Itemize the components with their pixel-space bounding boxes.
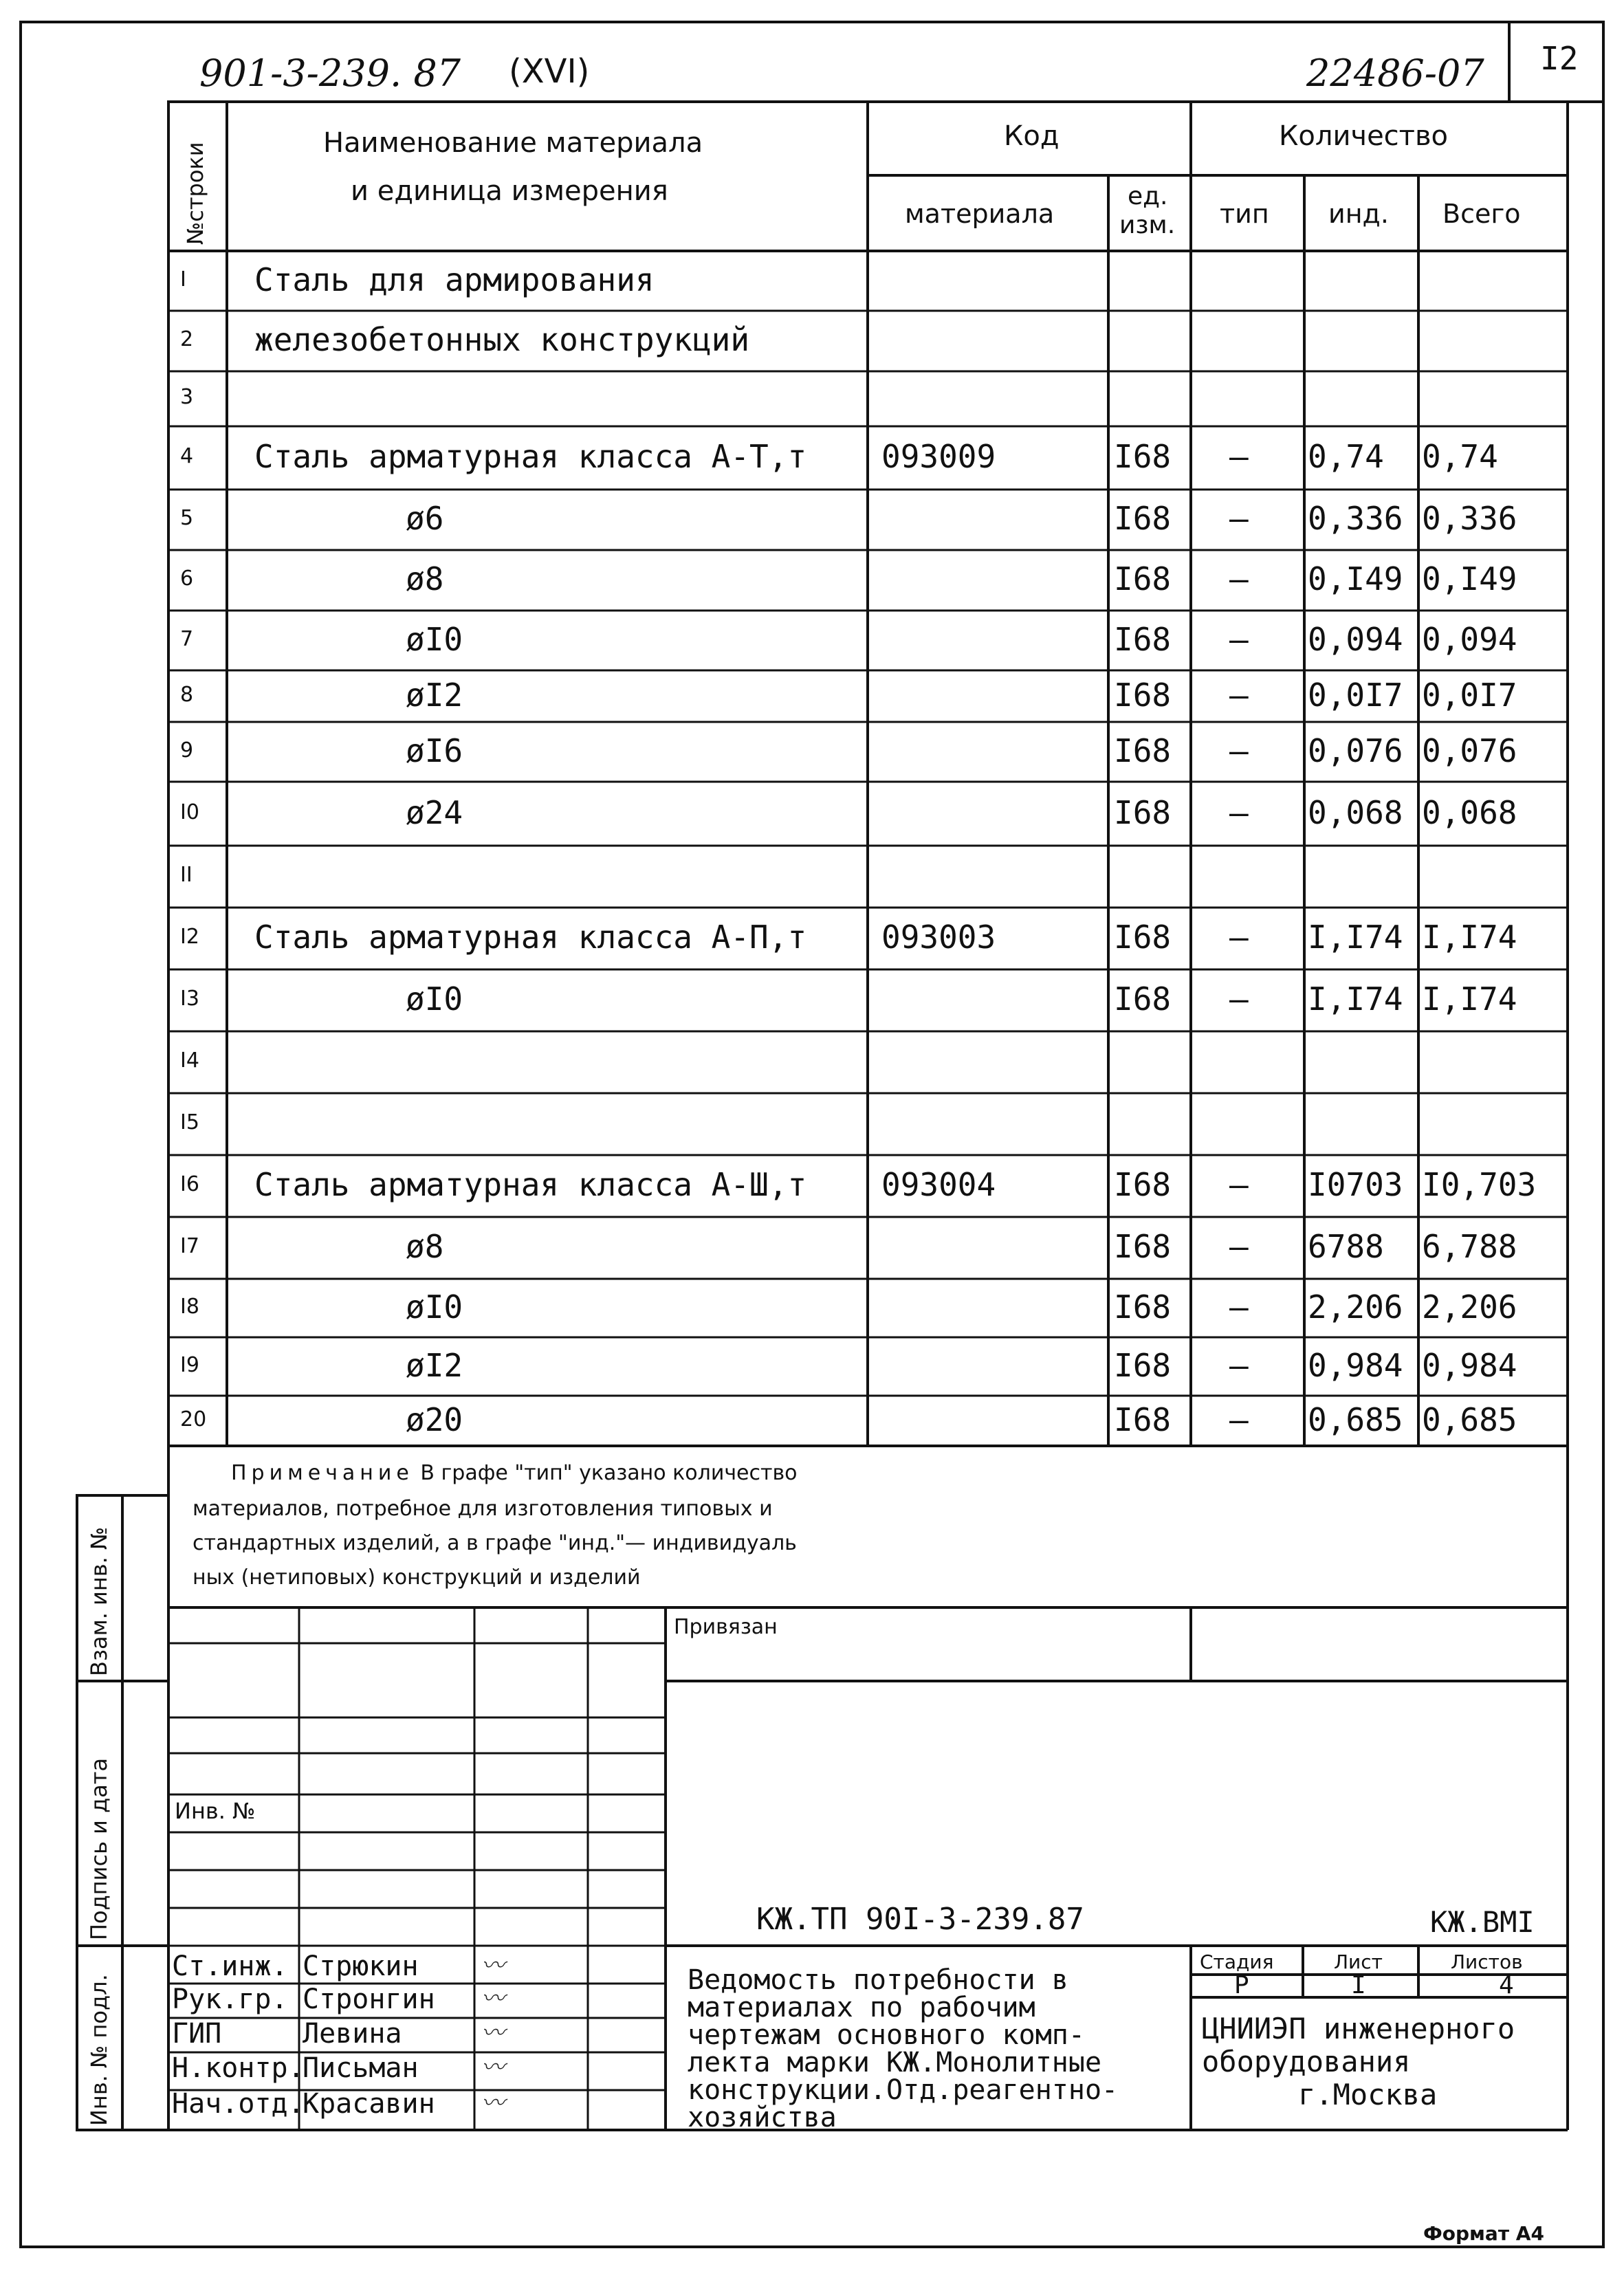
row-number: 5 (180, 506, 194, 530)
type-qty: – (1229, 1401, 1249, 1438)
signer-role: ГИП (172, 2018, 222, 2050)
row-number: 4 (180, 444, 194, 468)
unit-code: I68 (1114, 560, 1172, 597)
total-qty: 0,336 (1422, 500, 1517, 537)
signer-role: Нач.отд. (172, 2088, 305, 2120)
row-number: 20 (180, 1407, 207, 1431)
row-number: I5 (180, 1110, 199, 1134)
document-number: 901-3-239. 87 (199, 52, 461, 95)
signer-name: Письман (303, 2052, 419, 2084)
note-line-2: материалов, потребное для изготовления типовых и (193, 1497, 773, 1521)
total-qty: 0,685 (1422, 1401, 1517, 1438)
total-qty: 0,094 (1422, 620, 1517, 658)
header-unit-line1: ед. (1128, 182, 1168, 210)
row-number: 8 (180, 682, 194, 707)
material-name: ø24 (406, 793, 463, 831)
ind-qty: 0,I49 (1308, 560, 1403, 597)
ind-qty: 0,685 (1308, 1401, 1403, 1438)
header-unit-line2: изм. (1119, 211, 1176, 239)
side-label-sign-date: Подпись и дата (86, 1757, 112, 1940)
unit-code: I68 (1114, 1166, 1172, 1203)
ind-qty: 0,094 (1308, 620, 1403, 658)
total-qty: I,I74 (1422, 980, 1517, 1018)
note-text: В графе "тип" указано количество (413, 1461, 798, 1485)
header-row-number: №строки (182, 142, 208, 245)
type-qty: – (1229, 438, 1249, 475)
header-type: тип (1220, 199, 1269, 229)
sheets-value: 4 (1499, 1971, 1514, 1999)
signer-name: Стрюкин (303, 1951, 419, 1982)
unit-code: I68 (1114, 980, 1172, 1018)
unit-code: I68 (1114, 732, 1172, 769)
material-name: øI0 (406, 620, 463, 658)
signature-mark: 〰 (481, 2019, 505, 2047)
row-number: 9 (180, 738, 194, 762)
material-name: øI6 (406, 732, 463, 769)
material-name: Сталь арматурная класса А-П,т (254, 919, 807, 956)
signer-role: Н.контр. (172, 2052, 305, 2084)
row-number: I3 (180, 987, 199, 1011)
signature-mark: 〰 (481, 1952, 505, 1979)
header-ind: инд. (1328, 199, 1389, 229)
signature-mark: 〰 (481, 2089, 505, 2117)
note-line-3: стандартных изделий, а в графе "инд."— индивидуаль (193, 1531, 797, 1555)
material-name: øI0 (406, 1288, 463, 1326)
type-qty: – (1229, 1166, 1249, 1203)
title-line: хозяйства (688, 2102, 837, 2133)
material-name: øI2 (406, 1346, 463, 1384)
signer-name: Левина (303, 2018, 402, 2050)
signer-role: Рук.гр. (172, 1984, 288, 2015)
note-label: Примечание (231, 1461, 414, 1485)
unit-code: I68 (1114, 676, 1172, 714)
type-qty: – (1229, 560, 1249, 597)
note-line-1 (231, 1463, 798, 1484)
side-label-inv-orig: Инв. № подл. (86, 1974, 112, 2126)
title-line: чертежам основного комп- (688, 2019, 1085, 2051)
signer-role: Ст.инж. (172, 1951, 288, 1982)
row-number: I0 (180, 800, 199, 824)
material-name: Сталь для армирования (254, 261, 655, 298)
stage-value: Р (1234, 1971, 1249, 1999)
material-name: øI2 (406, 676, 463, 714)
signature-mark: 〰 (481, 2054, 505, 2081)
sheet-corner-number: I2 (1540, 40, 1579, 77)
type-qty: – (1229, 793, 1249, 831)
inv-no-label: Инв. № (175, 1798, 256, 1824)
material-code: 093009 (881, 438, 996, 475)
ind-qty: I,I74 (1308, 919, 1403, 956)
unit-code: I68 (1114, 1228, 1172, 1265)
material-name: ø8 (406, 560, 444, 597)
material-code: 093004 (881, 1166, 996, 1203)
sheet-label: Лист (1334, 1951, 1383, 1973)
org-line-1: ЦНИИЭП инженерного (1202, 2012, 1515, 2045)
row-number: II (180, 863, 193, 887)
note-line-4: ных (нетиповых) конструкций и изделий (193, 1566, 641, 1590)
ind-qty: 2,206 (1308, 1288, 1403, 1326)
drawing-mark: КЖ.ВМI (1430, 1905, 1535, 1939)
row-number: I4 (180, 1048, 199, 1073)
header-name-line2: и единица измерения (351, 175, 668, 207)
unit-code: I68 (1114, 919, 1172, 956)
signer-name: Красавин (303, 2088, 435, 2120)
type-qty: – (1229, 732, 1249, 769)
total-qty: 6,788 (1422, 1228, 1517, 1265)
stage-label: Стадия (1200, 1951, 1274, 1973)
total-qty: 0,I49 (1422, 560, 1517, 597)
header-quantity: Количество (1279, 120, 1449, 152)
row-number: 6 (180, 567, 194, 591)
header-code: Код (1004, 120, 1060, 152)
total-qty: 0,076 (1422, 732, 1517, 769)
unit-code: I68 (1114, 793, 1172, 831)
material-name: железобетонных конструкций (254, 321, 750, 358)
title-line: Ведомость потребности в (688, 1964, 1068, 1996)
row-number: I6 (180, 1172, 199, 1196)
material-code: 093003 (881, 919, 996, 956)
signer-name: Стронгин (303, 1984, 435, 2015)
type-qty: – (1229, 1346, 1249, 1384)
material-name: øI0 (406, 980, 463, 1018)
row-number: I2 (180, 925, 199, 949)
row-number: I9 (180, 1352, 199, 1377)
type-qty: – (1229, 676, 1249, 714)
type-qty: – (1229, 1288, 1249, 1326)
title-line: материалах по рабочим (688, 1992, 1035, 2023)
material-name: ø8 (406, 1228, 444, 1265)
header-total: Всего (1442, 199, 1521, 229)
ind-qty: 0,984 (1308, 1346, 1403, 1384)
inventory-number: 22486-07 (1306, 52, 1484, 95)
material-name: Сталь арматурная класса А-Т,т (254, 438, 807, 475)
org-line-3: г.Москва (1298, 2078, 1438, 2111)
format-label: Формат А4 (1423, 2222, 1544, 2245)
ind-qty: 0,0I7 (1308, 676, 1403, 714)
row-number: 2 (180, 327, 194, 351)
type-qty: – (1229, 919, 1249, 956)
title-line: конструкции.Отд.реагентно- (688, 2074, 1119, 2106)
total-qty: 0,068 (1422, 793, 1517, 831)
ind-qty: 0,74 (1308, 438, 1384, 475)
type-qty: – (1229, 500, 1249, 537)
sheets-label: Листов (1451, 1951, 1523, 1973)
total-qty: 0,74 (1422, 438, 1498, 475)
header-name-line1: Наименование материала (323, 127, 703, 159)
ind-qty: I,I74 (1308, 980, 1403, 1018)
ind-qty: 0,068 (1308, 793, 1403, 831)
designation-code: КЖ.ТП 90I-3-239.87 (756, 1902, 1084, 1937)
row-number: 3 (180, 385, 194, 409)
ind-qty: I0703 (1308, 1166, 1403, 1203)
sheet-value: I (1351, 1971, 1366, 1999)
side-label-replace-inv: Взам. инв. № (86, 1526, 112, 1676)
ind-qty: 0,336 (1308, 500, 1403, 537)
total-qty: I0,703 (1422, 1166, 1537, 1203)
unit-code: I68 (1114, 1288, 1172, 1326)
material-name: ø6 (406, 500, 444, 537)
bound-label: Привязан (674, 1615, 778, 1639)
row-number: I8 (180, 1294, 199, 1319)
row-number: I7 (180, 1234, 199, 1258)
header-material: материала (905, 199, 1055, 229)
unit-code: I68 (1114, 620, 1172, 658)
total-qty: I,I74 (1422, 919, 1517, 956)
material-name: Сталь арматурная класса А-Ш,т (254, 1166, 807, 1203)
unit-code: I68 (1114, 438, 1172, 475)
unit-code: I68 (1114, 1401, 1172, 1438)
unit-code: I68 (1114, 500, 1172, 537)
total-qty: 0,0I7 (1422, 676, 1517, 714)
title-line: лекта марки КЖ.Монолитные (688, 2047, 1102, 2078)
volume-label: (XVI) (509, 52, 590, 91)
ind-qty: 0,076 (1308, 732, 1403, 769)
type-qty: – (1229, 980, 1249, 1018)
type-qty: – (1229, 620, 1249, 658)
type-qty: – (1229, 1228, 1249, 1265)
ind-qty: 6788 (1308, 1228, 1384, 1265)
row-number: I (180, 267, 186, 292)
total-qty: 2,206 (1422, 1288, 1517, 1326)
org-line-2: оборудования (1202, 2045, 1411, 2078)
signature-mark: 〰 (481, 1985, 505, 2012)
row-number: 7 (180, 626, 194, 651)
unit-code: I68 (1114, 1346, 1172, 1384)
material-name: ø20 (406, 1401, 463, 1438)
total-qty: 0,984 (1422, 1346, 1517, 1384)
